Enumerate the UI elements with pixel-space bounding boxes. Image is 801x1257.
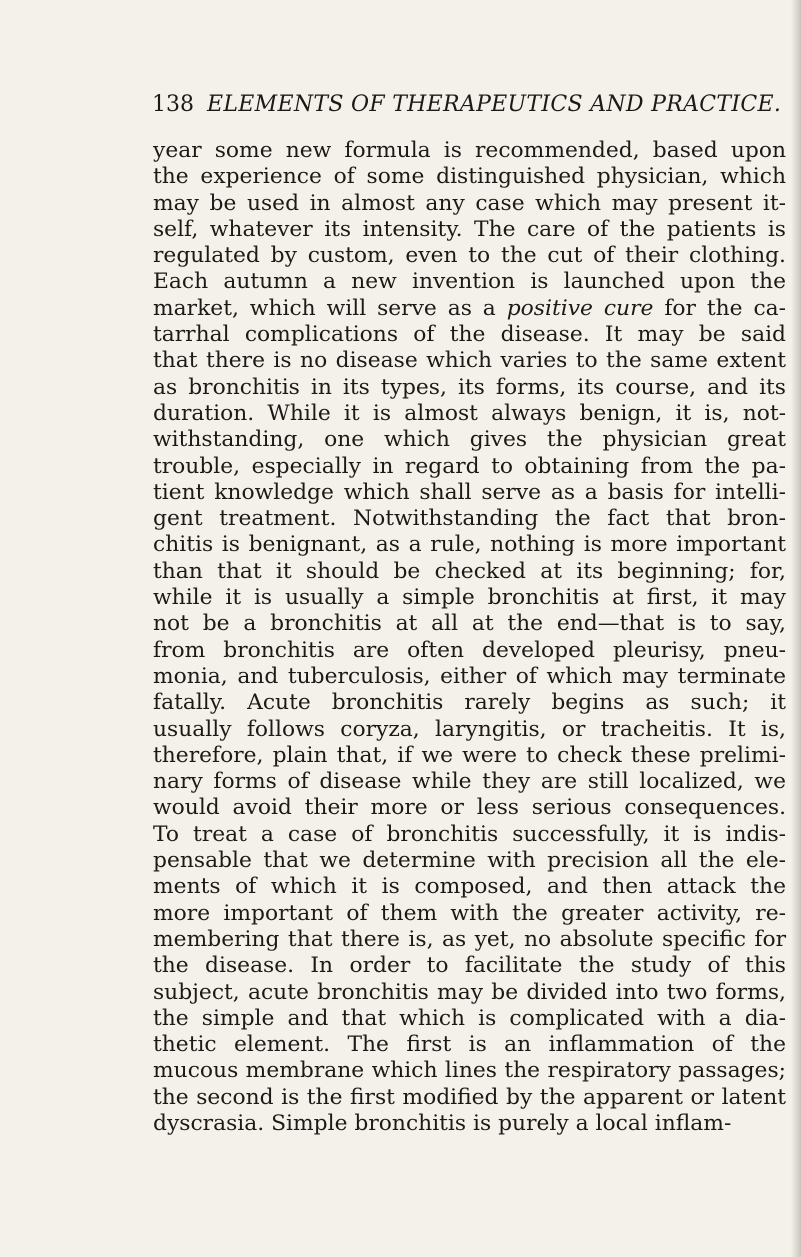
body-text (153, 138, 786, 1137)
text-line: more important of them with the greater activity, re- (153, 900, 786, 926)
running-head (152, 93, 781, 117)
text-line: ments of which it is composed, and then attack the (153, 874, 786, 900)
text-line: self, whatever its intensity. The care of the patients is (153, 216, 786, 242)
text-line: Each autumn a new invention is launched upon the (153, 269, 786, 295)
text-line: year some new formula is recommended, based upon (153, 138, 786, 163)
text-line: mucous membrane which lines the respiratory passages; (153, 1058, 786, 1084)
text-line: membering that there is, as yet, no absolute specific for (153, 926, 786, 952)
text-line: the disease. In order to facilitate the study of this (153, 953, 786, 979)
italic-phrase: positive cure (506, 295, 654, 321)
text-line: nary forms of disease while they are still localized, we (153, 769, 786, 795)
text-line: To treat a case of bronchitis successfully, it is indis- (153, 821, 786, 847)
text-line: duration. While it is almost always benign, it is, not- (153, 400, 786, 426)
text-line: withstanding, one which gives the physician great (153, 427, 786, 453)
text-line: thetic element. The first is an inflammation of the (153, 1032, 786, 1058)
running-title: ELEMENTS OF THERAPEUTICS AND PRACTICE. (207, 92, 782, 117)
text-line: from bronchitis are often developed pleurisy, pneu- (153, 637, 786, 663)
text-line (153, 296, 786, 322)
text-line: monia, and tuberculosis, either of which may terminate (153, 663, 786, 689)
text-line: than that it should be checked at its beginning; for, (153, 558, 786, 584)
text-line: the experience of some distinguished physician, which (153, 164, 786, 190)
text-line: would avoid their more or less serious consequences. (153, 795, 786, 821)
text-line: chitis is benignant, as a rule, nothing is more important (153, 532, 786, 558)
text-line: usually follows coryza, laryngitis, or tracheitis. It is, (153, 716, 786, 742)
text-line: dyscrasia. Simple bronchitis is purely a local inflam- (153, 1110, 732, 1136)
line-segment: market, which will serve as a (153, 295, 496, 321)
text-line: gent treatment. Notwithstanding the fact that bron- (153, 506, 786, 532)
text-line: the simple and that which is complicated with a dia- (153, 1005, 786, 1031)
text-line: not be a bronchitis at all at the end—that is to say, (153, 611, 786, 637)
text-line: the second is the first modified by the apparent or latent (153, 1084, 786, 1110)
text-line: may be used in almost any case which may present it- (153, 190, 786, 216)
text-line: fatally. Acute bronchitis rarely begins as such; it (153, 690, 786, 716)
text-line: while it is usually a simple bronchitis at first, it may (153, 585, 786, 611)
text-line: subject, acute bronchitis may be divided into two forms, (153, 979, 786, 1005)
text-line: regulated by custom, even to the cut of their clothing. (153, 243, 786, 269)
page-number: 138 (152, 92, 194, 117)
page-edge-shadow (791, 0, 801, 1257)
text-line: tarrhal complications of the disease. It may be said (153, 322, 786, 348)
text-line: therefore, plain that, if we were to check these prelimi- (153, 742, 786, 768)
text-line: pensable that we determine with precision all the ele- (153, 848, 786, 874)
text-line: as bronchitis in its types, its forms, its course, and its (153, 374, 786, 400)
text-line: tient knowledge which shall serve as a basis for intelli- (153, 479, 786, 505)
line-segment: for the ca- (664, 295, 787, 321)
text-line: trouble, especially in regard to obtaining from the pa- (153, 453, 786, 479)
text-line: that there is no disease which varies to the same extent (153, 348, 786, 374)
